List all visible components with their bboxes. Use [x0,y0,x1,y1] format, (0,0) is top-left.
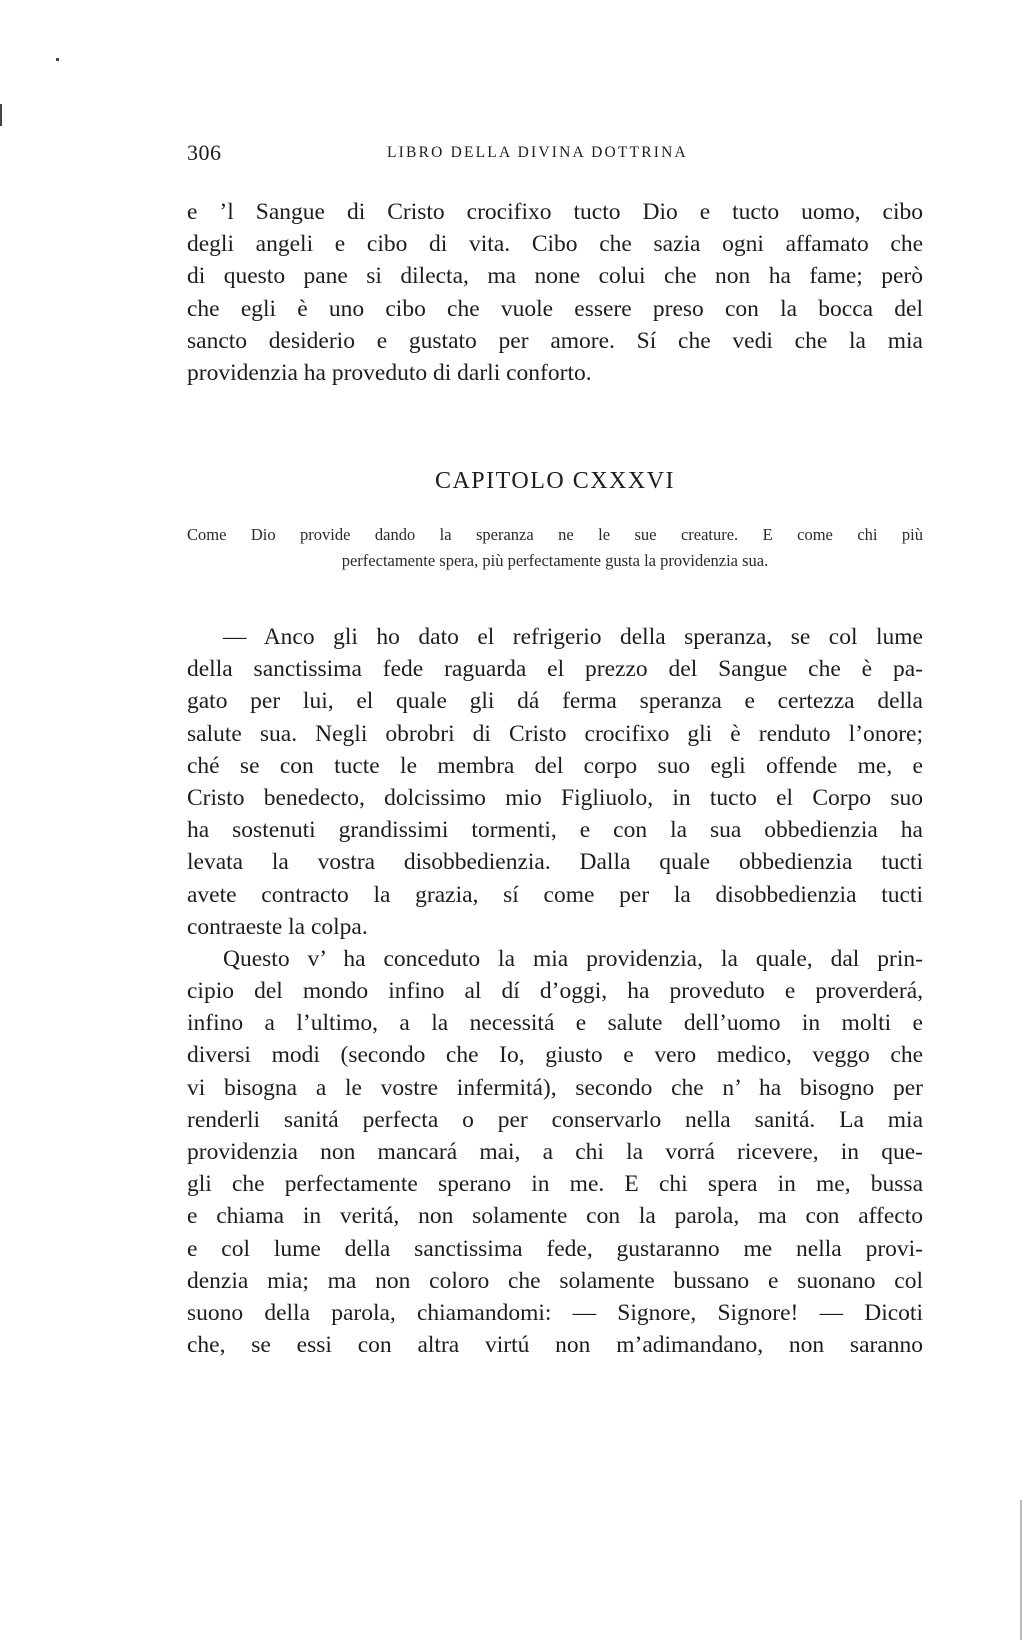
text-line: vi bisogna a le vostre infermitá), secondo che n’ ha bisogno per [187,1074,923,1101]
text-line: ché se con tucte le membra del corpo suo egli offende me, e [187,752,923,779]
text-line: infino a l’ultimo, a la necessitá e salute dell’uomo in molti e [187,1010,923,1037]
page-number: 306 [187,140,222,165]
text-line: salute sua. Negli obrobri di Cristo crocifixo gli è renduto l’onore; [187,720,923,747]
text-line: providenzia ha proveduto di darli conforto. [187,359,592,386]
text-line: Questo v’ ha conceduto la mia providenzia, la quale, dal prin- [223,945,923,972]
text-line: contraeste la colpa. [187,913,368,940]
text-line: e ’l Sangue di Cristo crocifixo tucto Dio e tucto uomo, cibo [187,199,923,225]
text-line: di questo pane si dilecta, ma none colui che non ha fame; però [187,263,923,290]
text-line: e chiama in veritá, non solamente con la parola, ma con affecto [187,1203,923,1230]
text-line: providenzia non mancará mai, a chi la vorrá ricevere, in que- [187,1139,923,1165]
text-line: della sanctissima fede raguarda el prezzo del Sangue che è pa- [187,656,923,683]
text-line: sancto desiderio e gustato per amore. Sí che vedi che la mia [187,327,923,354]
text-line: gato per lui, el quale gli dá ferma speranza e certezza della [187,688,923,715]
text-line: e col lume della sanctissima fede, gustaranno me nella provi- [187,1235,923,1262]
summary-line: Come Dio provide dando la speranza ne le sue creature. E come chi più [187,525,923,544]
text-line: Cristo benedecto, dolcissimo mio Figliuolo, in tucto el Corpo suo [187,784,923,811]
text-line: denzia mia; ma non coloro che solamente bussano e suonano col [187,1267,923,1294]
summary-line: perfectamente spera, più perfectamente gusta la providenzia sua. [341,551,769,570]
text-line: degli angeli e cibo di vita. Cibo che sazia ogni affamato che [187,231,923,258]
text-line: diversi modi (secondo che Io, giusto e vero medico, veggo che [187,1042,923,1069]
text-line: gli che perfectamente sperano in me. E chi spera in me, bussa [187,1171,923,1198]
scan-mark [1020,1500,1022,1640]
scan-mark [0,104,2,126]
scan-mark [56,58,59,61]
text-line: che, se essi con altra virtú non m’adimandano, non saranno [187,1332,923,1359]
chapter-body [187,621,923,1361]
text-line: cipio del mondo infino al dí d’oggi, ha proveduto e proverderá, [187,978,923,1005]
paragraph-continued [187,196,923,389]
text-line: renderli sanitá perfecta o per conservarlo nella sanitá. La mia [187,1106,923,1133]
text-line: levata la vostra disobbedienzia. Dalla quale obbedienzia tucti [187,849,923,876]
running-head [187,140,923,170]
text-line: che egli è uno cibo che vuole essere preso con la bocca del [187,295,923,322]
chapter-summary [187,522,923,574]
chapter-heading: CAPITOLO CXXXVI [434,468,676,494]
text-line: — Anco gli ho dato el refrigerio della speranza, se col lume [223,624,923,650]
text-line: avete contracto la grazia, sí come per la disobbedienzia tucti [187,881,923,908]
text-line: suono della parola, chiamandomi: — Signore, Signore! — Dicoti [187,1299,923,1326]
running-title: LIBRO DELLA DIVINA DOTTRINA [387,144,688,161]
text-line: ha sostenuti grandissimi tormenti, e con la sua obbedienzia ha [187,817,923,844]
